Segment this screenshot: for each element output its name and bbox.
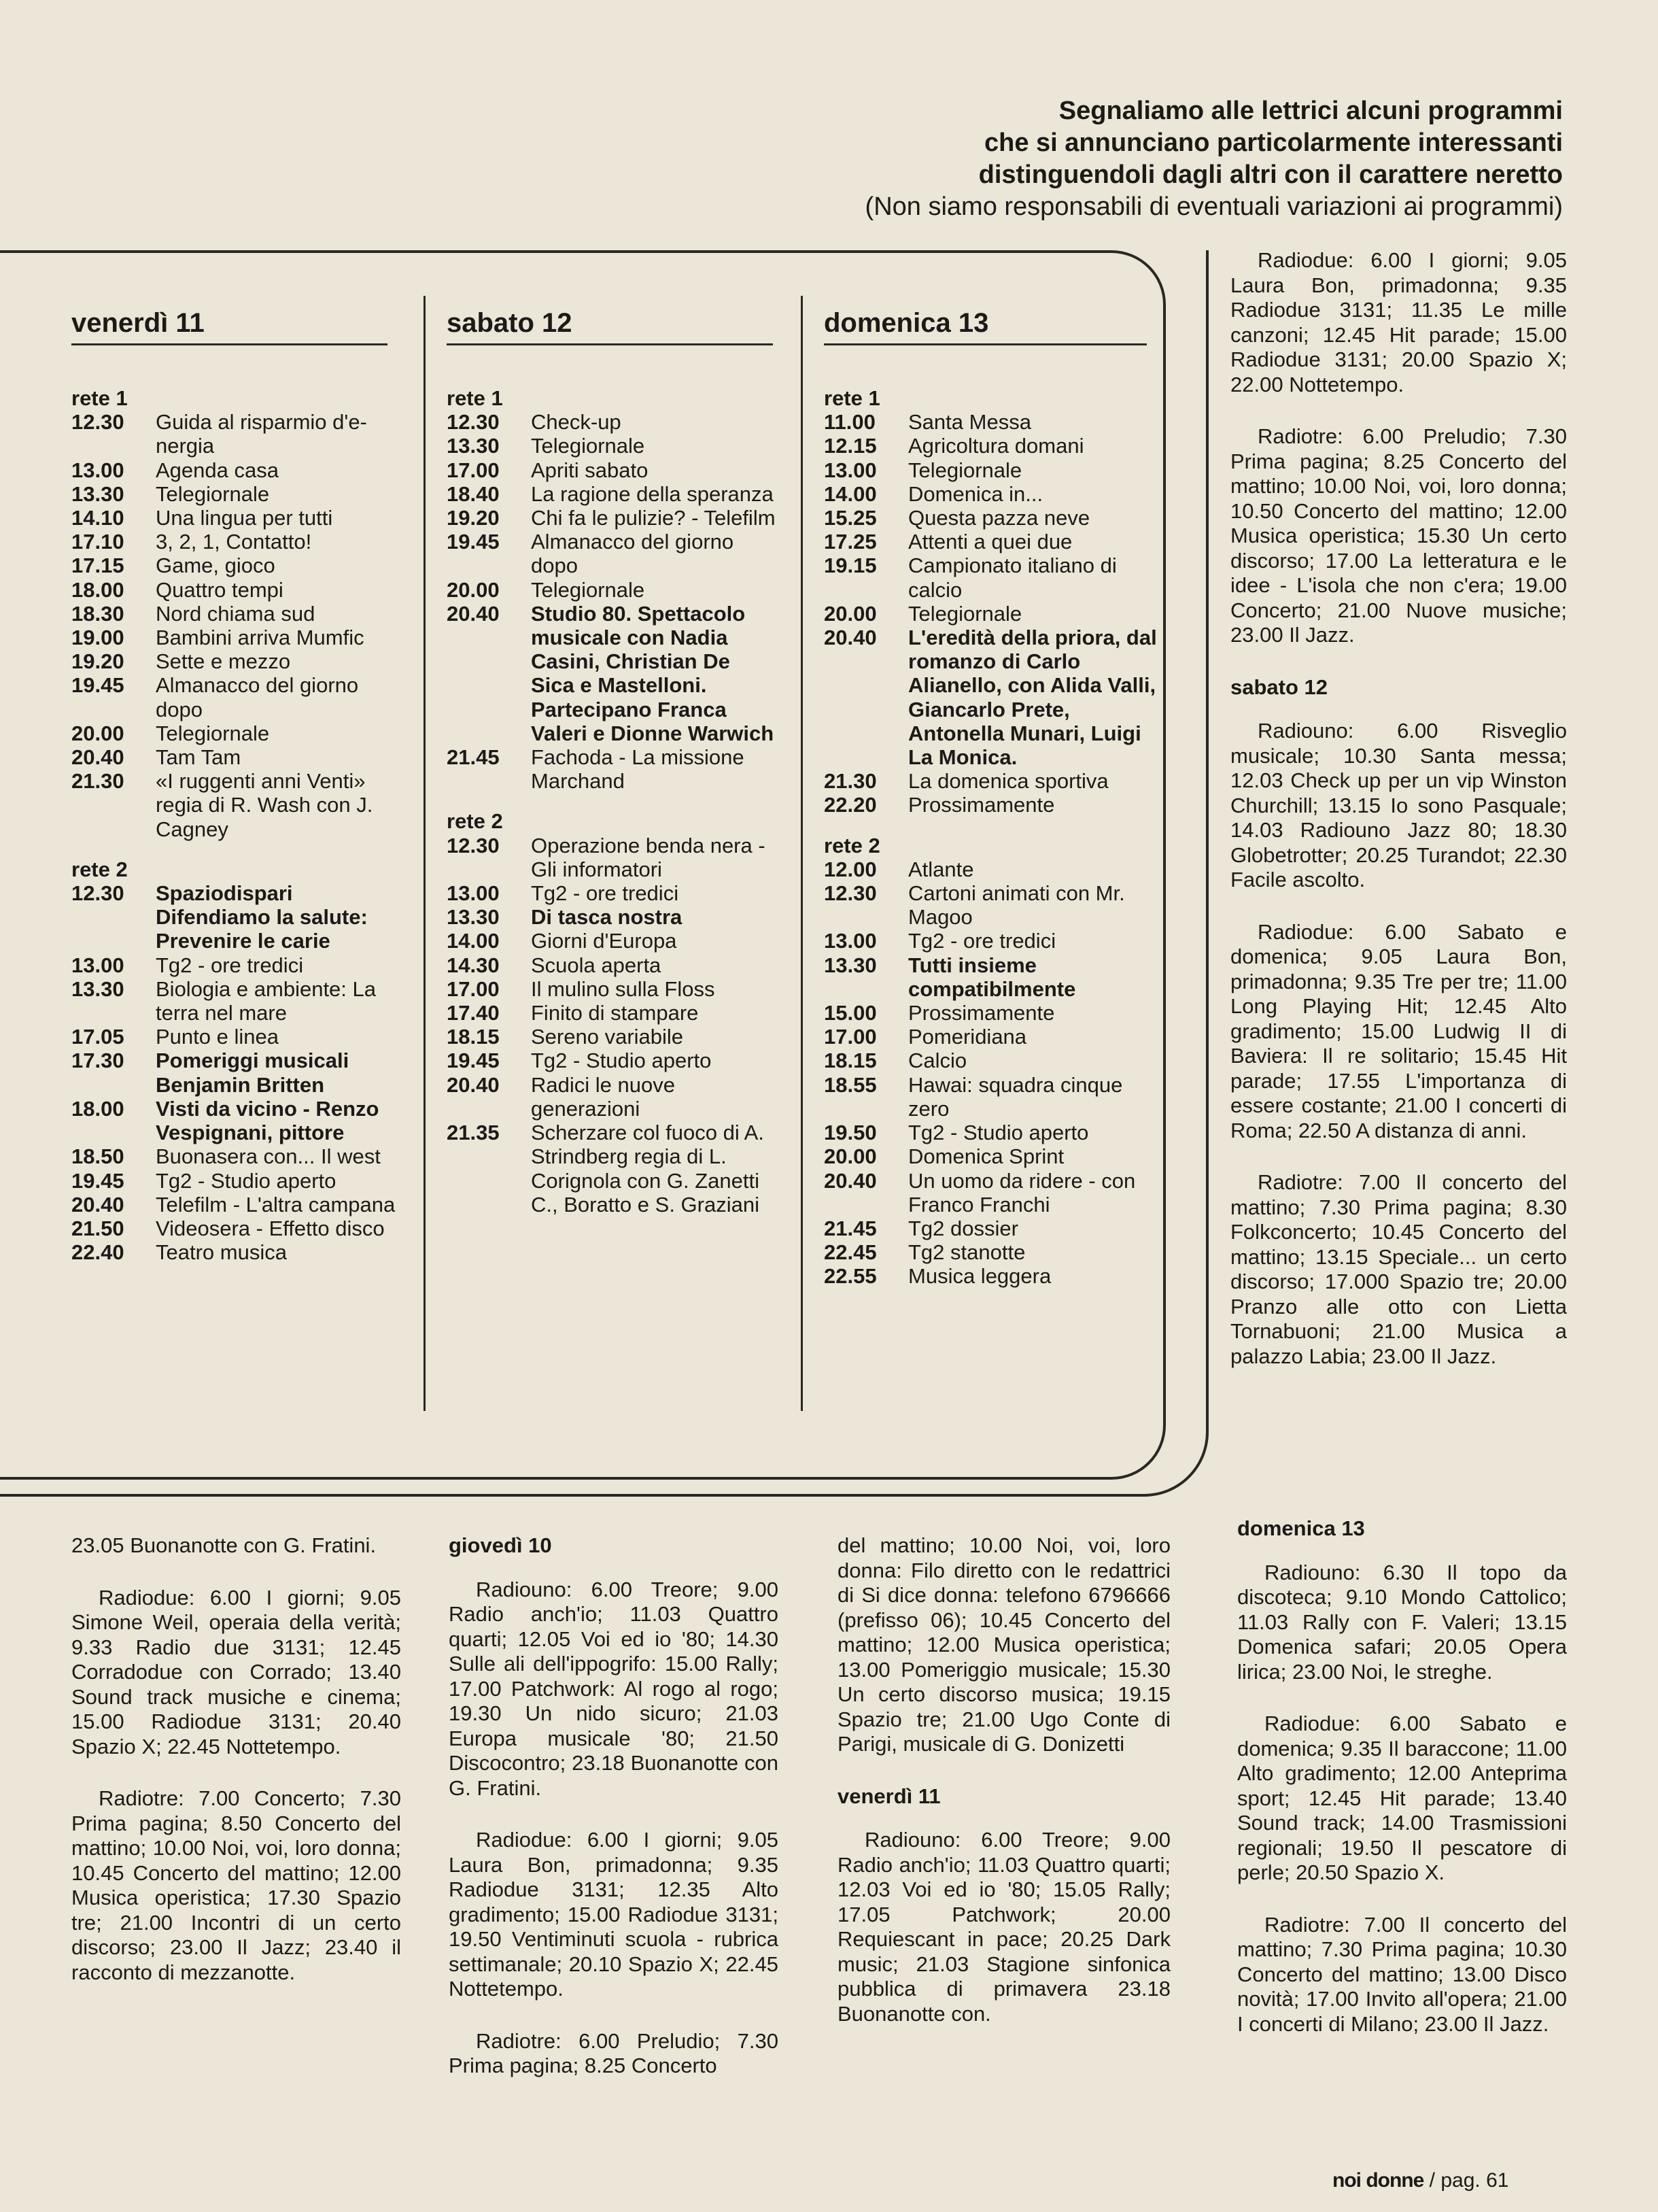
schedule-program: Giorni d'Europa — [531, 929, 677, 953]
schedule-row — [447, 1073, 778, 1121]
schedule-program: Studio 80. Spettacolo musicale con Nadia Casini, Christian De Sica e Mastelloni. Partecipano Franca Valeri e Dionne Warwich — [531, 601, 774, 745]
schedule-program: Operazione benda nera - Gli informatori — [531, 833, 765, 881]
schedule-row — [824, 769, 1157, 793]
schedule-time: 17.15 — [71, 554, 124, 578]
schedule-row — [447, 482, 778, 506]
schedule-row — [447, 745, 778, 793]
schedule-row — [447, 578, 778, 602]
schedule-row — [71, 745, 401, 769]
radio-column-3 — [837, 1533, 1171, 2054]
schedule-row — [447, 434, 778, 458]
schedule-time: 19.50 — [824, 1121, 877, 1145]
schedule-time: 12.00 — [824, 857, 877, 881]
radio-paragraph: Radiotre: 7.00 Il concerto del mattino; 7.30 Prima pagina; 8.30 Folkconcerto; 10.45 Concerto del mattino; 13.15 Speciale... un certo discorso; 17.000 Spazio tre; 20.00 Pranzo alle otto con Lietta Tornabuoni; 21.00 Musica a palazzo Labia; 23.00 Il Jazz. — [1230, 1170, 1567, 1368]
schedule-row — [824, 506, 1157, 530]
schedule-time: 17.00 — [447, 976, 500, 1001]
day-title: venerdì 11 — [71, 308, 205, 338]
page-number: pag. 61 — [1440, 2169, 1509, 2192]
schedule-row — [71, 1216, 401, 1240]
schedule-row — [71, 578, 401, 602]
schedule-time: 12.15 — [824, 434, 877, 458]
schedule-time: 22.45 — [824, 1240, 877, 1265]
schedule-row — [824, 1240, 1157, 1264]
schedule-time: 17.30 — [71, 1049, 124, 1073]
schedule-row — [447, 530, 778, 577]
schedule-row — [71, 410, 401, 458]
schedule-time: 17.40 — [447, 1001, 500, 1025]
schedule-program: Nord chiama sud — [156, 601, 315, 626]
schedule-program: Visti da vicino - Renzo Vespignani, pittore — [156, 1096, 379, 1145]
schedule-time: 13.30 — [71, 481, 124, 506]
schedule-time: 14.00 — [824, 481, 877, 506]
schedule-program: Radici le nuove generazioni — [531, 1072, 675, 1121]
schedule-row — [71, 626, 401, 649]
schedule-time: 13.00 — [71, 458, 124, 482]
schedule-row — [71, 458, 401, 482]
page-footer — [1332, 2169, 1508, 2192]
schedule-time: 21.30 — [824, 769, 877, 794]
schedule-program: Attenti a quei due — [908, 530, 1073, 554]
schedule-program: Check-up — [531, 410, 621, 435]
schedule-time: 18.55 — [824, 1072, 877, 1097]
radio-paragraph: Radiodue: 6.00 I giorni; 9.05 Laura Bon, primadonna; 9.35 Radiodue 3131; 12.35 Alto gradimento; 15.00 Radiodue 3131; 19.50 Ventiminuti scuola - rubrica settimanale; 20.10 Spazio X; 22.45 Nottetempo. — [449, 1828, 778, 2001]
schedule-time: 11.00 — [824, 410, 876, 435]
schedule-row — [71, 1240, 401, 1264]
schedule-row — [447, 1025, 778, 1049]
network-gap — [447, 793, 778, 809]
radio-paragraph: Radiodue: 6.00 I giorni; 9.05 Laura Bon, primadonna; 9.35 Radiodue 3131; 11.35 Le mille canzoni; 12.45 Hit parade; 15.00 Radiodue 3131; 20.00 Spazio X; 22.00 Nottetempo. — [1230, 248, 1567, 396]
schedule-program: Biologia e ambiente: La terra nel mare — [156, 976, 377, 1025]
schedule-time: 21.50 — [71, 1216, 124, 1240]
day-title: sabato 12 — [447, 308, 572, 338]
day-header-sunday — [824, 303, 1147, 345]
schedule-time: 15.25 — [824, 506, 877, 530]
schedule-row — [71, 602, 401, 626]
intro-line-4: (Non siamo responsabili di eventuali variazioni ai programmi) — [865, 192, 1563, 221]
schedule-time: 20.40 — [447, 601, 500, 626]
schedule-time: 19.00 — [71, 626, 124, 650]
schedule-time: 17.10 — [71, 530, 124, 554]
schedule-program: L'eredità della priora, dal romanzo di Carlo Alianello, con Alida Valli, Giancarlo Prete, Antonella Munari, Luigi La Monica. — [908, 626, 1157, 770]
radio-paragraph: Radiodue: 6.00 Sabato e domenica; 9.05 Laura Bon, primadonna; 9.35 Tre per tre; 11.00 Long Playing Hit; 12.45 Alto gradimento; 15.00 Ludwig II di Baviera: Il re solitario; 15.45 Hit parade; 17.55 L'importanza di essere costante; 21.00 I concerti di Roma; 22.50 A distanza di anni. — [1230, 919, 1567, 1142]
radio-paragraph: Radiotre: 6.00 Preludio; 7.30 Prima pagina; 8.25 Concerto del mattino; 10.00 Noi, voi, loro donna; 10.50 Concerto del mattino; 12.00 Musica operistica; 15.30 Un certo discorso; 17.00 La letteratura e le idee - L'isola che non c'era; 19.00 Concerto; 21.00 Nuove musiche; 23.00 Il Jazz. — [1230, 424, 1567, 647]
schedule-program: Domenica in... — [908, 481, 1043, 506]
schedule-program: Santa Messa — [908, 410, 1031, 435]
schedule-program: Tam Tam — [156, 745, 241, 770]
schedule-time: 12.30 — [447, 833, 500, 857]
schedule-program: Agricoltura domani — [908, 434, 1084, 458]
column-divider — [424, 296, 426, 1411]
radio-column-4 — [1237, 1516, 1567, 2064]
radio-column-2 — [449, 1533, 778, 2106]
network-label: rete 2 — [71, 857, 128, 881]
schedule-row — [71, 673, 401, 721]
schedule-time: 13.00 — [71, 953, 124, 977]
radio-paragraph: Radiotre: 7.00 Concerto; 7.30 Prima pagina; 8.50 Concerto del mattino; 10.00 Noi, voi, loro donna; 10.45 Concerto del mattino; 12.00 Musica operistica; 17.30 Spazio tre; 21.00 Incontri di un certo discorso; 23.00 Il Jazz; 23.40 il racconto di mezzanotte. — [71, 1786, 401, 1984]
schedule-program: Finito di stampare — [531, 1001, 699, 1025]
schedule-program: Quattro tempi — [156, 577, 283, 602]
network-label: rete 2 — [447, 809, 503, 834]
schedule-time: 20.00 — [71, 721, 124, 745]
schedule-time: 19.20 — [71, 649, 124, 674]
schedule-row — [824, 434, 1157, 458]
schedule-time: 18.00 — [71, 1096, 124, 1121]
radio-day-heading: giovedì 10 — [449, 1533, 552, 1557]
day-title: domenica 13 — [824, 308, 989, 338]
schedule-time: 20.40 — [824, 1168, 877, 1193]
schedule-program: Tg2 - ore tredici — [531, 881, 679, 906]
schedule-program: La ragione della speranza — [531, 481, 774, 506]
schedule-row — [71, 1144, 401, 1168]
radio-column-right — [1230, 248, 1567, 1396]
schedule-row — [824, 857, 1157, 881]
schedule-row — [447, 506, 778, 530]
schedule-program: Hawai: squadra cinque zero — [908, 1072, 1123, 1121]
schedule-program: Almanacco del giorno dopo — [156, 673, 359, 721]
schedule-program: Telegiornale — [156, 481, 270, 506]
radio-paragraph: Radiouno: 6.30 Il topo da discoteca; 9.10 Mondo Cattolico; 11.03 Rally con F. Valeri; 13.15 Domenica safari; 20.05 Opera lirica; 23.00 Noi, le streghe. — [1237, 1560, 1567, 1684]
schedule-program: Prossimamente — [908, 793, 1055, 817]
schedule-program: Scherzare col fuoco di A. Strindberg regia di L. Corignola con G. Zanetti C., Boratto e S. Graziani — [531, 1121, 764, 1216]
schedule-time: 21.35 — [447, 1121, 500, 1145]
schedule-time: 21.30 — [71, 769, 124, 794]
schedule-time: 18.30 — [71, 601, 124, 626]
network-gap — [71, 841, 401, 857]
schedule-time: 18.50 — [71, 1144, 124, 1169]
radio-paragraph: Radiotre: 6.00 Preludio; 7.30 Prima pagina; 8.25 Concerto — [449, 2028, 778, 2077]
radio-paragraph: Radiouno: 6.00 Treore; 9.00 Radio anch'io; 11.03 Quattro quarti; 12.03 Voi ed io '80; 15.05 Rally; 17.05 Patchwork; 20.00 Requiescant in pace; 20.25 Dark music; 21.03 Stagione sinfonica pubblica di primavera 23.18 Buonanotte con. — [837, 1828, 1171, 2026]
schedule-time: 13.30 — [447, 905, 500, 930]
schedule-row — [447, 602, 778, 745]
schedule-row — [824, 953, 1157, 1001]
schedule-row — [447, 1001, 778, 1025]
schedule-program: Guida al risparmio d'e- nergia — [156, 410, 367, 458]
schedule-row — [824, 929, 1157, 953]
tv-schedule-friday — [71, 386, 401, 1264]
network-label: rete 2 — [824, 833, 880, 857]
schedule-row — [71, 881, 401, 953]
schedule-time: 17.00 — [824, 1025, 877, 1049]
schedule-row — [824, 1216, 1157, 1240]
schedule-time: 19.45 — [447, 530, 500, 554]
schedule-row — [71, 1097, 401, 1144]
schedule-program: Sereno variabile — [531, 1025, 684, 1049]
schedule-row — [824, 482, 1157, 506]
schedule-program: Bambini arriva Mumfic — [156, 626, 364, 650]
schedule-program: Punto e linea — [156, 1025, 279, 1049]
schedule-program: Musica leggera — [908, 1264, 1052, 1289]
schedule-time: 13.30 — [824, 953, 877, 977]
schedule-row — [71, 1169, 401, 1193]
intro-line-2: che si annunciano particolarmente interessanti — [984, 129, 1563, 157]
schedule-program: Cartoni animati con Mr. Magoo — [908, 881, 1125, 930]
schedule-time: 20.00 — [824, 601, 877, 626]
schedule-program: Campionato italiano di calcio — [908, 554, 1117, 602]
radio-paragraph: 23.05 Buonanotte con G. Fratini. — [71, 1533, 377, 1557]
schedule-time: 18.15 — [824, 1049, 877, 1073]
schedule-time: 14.00 — [447, 929, 500, 953]
schedule-time: 13.00 — [824, 929, 877, 953]
schedule-time: 12.30 — [71, 881, 124, 906]
schedule-row — [824, 626, 1157, 769]
schedule-program: Spaziodispari Difendiamo la salute: Prevenire le carie — [156, 881, 368, 953]
schedule-program: Calcio — [908, 1049, 967, 1073]
schedule-time: 20.00 — [447, 577, 500, 602]
network-label: rete 1 — [824, 386, 880, 410]
schedule-row — [824, 881, 1157, 929]
schedule-program: Videosera - Effetto disco — [156, 1216, 385, 1240]
schedule-time: 18.40 — [447, 481, 500, 506]
network-label: rete 1 — [447, 386, 503, 410]
schedule-row — [824, 458, 1157, 482]
schedule-time: 22.20 — [824, 793, 877, 817]
schedule-time: 21.45 — [824, 1216, 877, 1240]
schedule-program: Telegiornale — [156, 721, 270, 745]
schedule-row — [824, 1073, 1157, 1121]
schedule-program: Telefilm - L'altra campana — [156, 1192, 396, 1216]
schedule-row — [71, 721, 401, 745]
schedule-program: Questa pazza neve — [908, 506, 1090, 530]
schedule-program: Tg2 - Studio aperto — [156, 1168, 336, 1193]
schedule-row — [71, 506, 401, 530]
schedule-program: Scuola aperta — [531, 953, 661, 977]
schedule-program: Un uomo da ridere - con Franco Franchi — [908, 1168, 1136, 1216]
schedule-program: Tg2 - Studio aperto — [908, 1121, 1089, 1145]
schedule-row — [447, 905, 778, 929]
schedule-row — [71, 649, 401, 673]
schedule-row — [71, 1025, 401, 1049]
schedule-time: 18.00 — [71, 577, 124, 602]
schedule-row — [447, 458, 778, 482]
magazine-logo: noi donne — [1332, 2169, 1424, 2192]
schedule-row — [824, 1169, 1157, 1216]
schedule-program: 3, 2, 1, Contatto! — [156, 530, 312, 554]
schedule-program: Game, gioco — [156, 554, 275, 578]
radio-paragraph: Radiouno: 6.00 Risveglio musicale; 10.30 Santa messa; 12.03 Check up per un vip Winston Churchill; 13.15 Io sono Pasquale; 14.03 Radiouno Jazz 80; 18.30 Globetrotter; 20.25 Turandot; 22.30 Facile ascolto. — [1230, 719, 1567, 891]
network-label: rete 1 — [71, 386, 128, 410]
schedule-row — [824, 1144, 1157, 1168]
radio-day-heading: sabato 12 — [1230, 675, 1328, 699]
schedule-row — [447, 1121, 778, 1216]
schedule-time: 14.30 — [447, 953, 500, 977]
schedule-time: 13.30 — [71, 976, 124, 1001]
schedule-time: 20.00 — [824, 1144, 877, 1169]
radio-day-heading: venerdì 11 — [837, 1784, 941, 1808]
schedule-program: Tg2 - Studio aperto — [531, 1049, 712, 1073]
intro-line-3: distinguendoli dagli altri con il carattere neretto — [978, 160, 1563, 189]
schedule-row — [824, 1121, 1157, 1144]
schedule-time: 21.45 — [447, 745, 500, 770]
schedule-row — [71, 769, 401, 841]
schedule-program: Telegiornale — [908, 601, 1022, 626]
network-gap — [824, 817, 1157, 834]
schedule-program: Fachoda - La missione Marchand — [531, 745, 744, 794]
schedule-time: 17.05 — [71, 1025, 124, 1049]
schedule-time: 13.00 — [447, 881, 500, 906]
schedule-program: Chi fa le pulizie? - Telefilm — [531, 506, 776, 530]
schedule-program: Di tasca nostra — [531, 905, 683, 930]
schedule-row — [447, 410, 778, 434]
schedule-row — [71, 554, 401, 577]
schedule-time: 12.30 — [824, 881, 877, 906]
schedule-time: 12.30 — [71, 410, 124, 435]
radio-paragraph: Radiouno: 6.00 Treore; 9.00 Radio anch'io; 11.03 Quattro quarti; 12.05 Voi ed io '80; 14.30 Sulle ali dell'ippogrifo: 15.00 Rally; 17.00 Patchwork: Al rogo al rogo; 19.30 Un nido sicuro; 21.03 Europa musicale '80; 21.50 Discocontro; 23.18 Buonanotte con G. Fratini. — [449, 1577, 778, 1800]
schedule-row — [71, 1193, 401, 1216]
schedule-program: Domenica Sprint — [908, 1144, 1065, 1169]
schedule-program: Telegiornale — [531, 577, 645, 602]
schedule-program: Tutti insieme compatibilmente — [908, 953, 1076, 1001]
schedule-row — [71, 530, 401, 554]
schedule-program: Pomeridiana — [908, 1025, 1027, 1049]
intro-line-1: Segnaliamo alle lettrici alcuni programmi — [1058, 97, 1563, 125]
schedule-program: Atlante — [908, 857, 974, 881]
schedule-row — [447, 977, 778, 1001]
schedule-time: 20.40 — [824, 626, 877, 650]
schedule-time: 20.40 — [447, 1072, 500, 1097]
schedule-program: «I ruggenti anni Venti» regia di R. Wash con J. Cagney — [156, 769, 373, 841]
schedule-program: Telegiornale — [908, 458, 1022, 482]
schedule-time: 14.10 — [71, 506, 124, 530]
schedule-time: 19.15 — [824, 554, 877, 578]
schedule-time: 12.30 — [447, 410, 500, 435]
schedule-time: 18.15 — [447, 1025, 500, 1049]
schedule-time: 22.55 — [824, 1264, 877, 1289]
schedule-row — [824, 410, 1157, 434]
schedule-program: Almanacco del giorno dopo — [531, 530, 734, 578]
schedule-program: Agenda casa — [156, 458, 279, 482]
schedule-row — [71, 1049, 401, 1096]
schedule-row — [824, 793, 1157, 817]
schedule-time: 19.45 — [71, 673, 124, 698]
schedule-time: 13.00 — [824, 458, 877, 482]
radio-paragraph: Radiotre: 7.00 Il concerto del mattino; 7.30 Prima pagina; 10.30 Concerto del mattino; 13.00 Disco novità; 17.00 Invito all'opera; 21.00 I concerti di Milano; 23.00 Il Jazz. — [1237, 1912, 1567, 2036]
schedule-row — [447, 953, 778, 977]
column-divider — [801, 296, 803, 1411]
schedule-program: Una lingua per tutti — [156, 506, 333, 530]
radio-column-1 — [71, 1533, 401, 2012]
schedule-row — [447, 881, 778, 905]
schedule-row — [824, 554, 1157, 601]
radio-paragraph: Radiodue: 6.00 I giorni; 9.05 Simone Weil, operaia della verità; 9.33 Radio due 3131; 12.45 Corradodue con Corrado; 13.40 Sound track musiche e cinema; 15.00 Radiodue 3131; 20.40 Spazio X; 22.45 Nottetempo. — [71, 1585, 401, 1758]
radio-day-heading: domenica 13 — [1237, 1516, 1365, 1540]
day-header-friday — [71, 303, 387, 345]
schedule-time: 19.45 — [447, 1049, 500, 1073]
schedule-time: 17.25 — [824, 530, 877, 554]
schedule-program: Tg2 - ore tredici — [156, 953, 304, 977]
schedule-row — [447, 929, 778, 953]
schedule-time: 19.20 — [447, 506, 500, 530]
schedule-time: 15.00 — [824, 1001, 877, 1025]
schedule-time: 17.00 — [447, 458, 500, 482]
schedule-time: 22.40 — [71, 1240, 124, 1265]
schedule-row — [824, 1025, 1157, 1049]
schedule-row — [824, 1001, 1157, 1025]
schedule-program: Telegiornale — [531, 434, 645, 458]
radio-paragraph: Radiodue: 6.00 Sabato e domenica; 9.35 Il baraccone; 11.00 Alto gradimento; 12.00 Anteprima sport; 12.45 Hit parade; 13.40 Sound track; 14.00 Trasmissioni regionali; 19.50 Il pescatore di perle; 20.50 Spazio X. — [1237, 1712, 1567, 1884]
schedule-program: Apriti sabato — [531, 458, 649, 482]
schedule-program: Pomeriggi musicali Benjamin Britten — [156, 1049, 349, 1097]
schedule-program: La domenica sportiva — [908, 769, 1109, 794]
footer-separator: / — [1429, 2169, 1435, 2192]
schedule-program: Il mulino sulla Floss — [531, 976, 715, 1001]
schedule-program: Teatro musica — [156, 1240, 287, 1265]
schedule-time: 20.40 — [71, 745, 124, 770]
radio-paragraph: del mattino; 10.00 Noi, voi, loro donna: Filo diretto con le redattrici di Si dice donna: telefono 6796666 (prefisso 06); 10.45 Concerto del mattino; 12.00 Musica operistica; 13.00 Pomeriggio musicale; 15.30 Un certo discorso musica; 19.15 Spazio tre; 21.00 Ugo Conte di Parigi, musicale di G. Donizetti — [837, 1533, 1171, 1756]
schedule-row — [71, 482, 401, 506]
schedule-program: Buonasera con... Il west — [156, 1144, 381, 1169]
day-header-saturday — [447, 303, 773, 345]
schedule-program: Sette e mezzo — [156, 649, 291, 674]
schedule-row — [71, 977, 401, 1025]
schedule-row — [447, 834, 778, 881]
schedule-program: Tg2 dossier — [908, 1216, 1018, 1240]
schedule-program: Prossimamente — [908, 1001, 1055, 1025]
intro-note — [543, 95, 1563, 223]
schedule-program: Tg2 - ore tredici — [908, 929, 1056, 953]
schedule-program: Tg2 stanotte — [908, 1240, 1026, 1265]
schedule-row — [824, 602, 1157, 626]
schedule-row — [824, 1049, 1157, 1072]
schedule-time: 13.30 — [447, 434, 500, 458]
schedule-row — [824, 530, 1157, 554]
tv-schedule-sunday — [824, 386, 1157, 1289]
schedule-row — [71, 953, 401, 977]
schedule-row — [824, 1264, 1157, 1288]
schedule-time: 20.40 — [71, 1192, 124, 1216]
tv-schedule-saturday — [447, 386, 778, 1216]
schedule-time: 19.45 — [71, 1168, 124, 1193]
schedule-row — [447, 1049, 778, 1072]
